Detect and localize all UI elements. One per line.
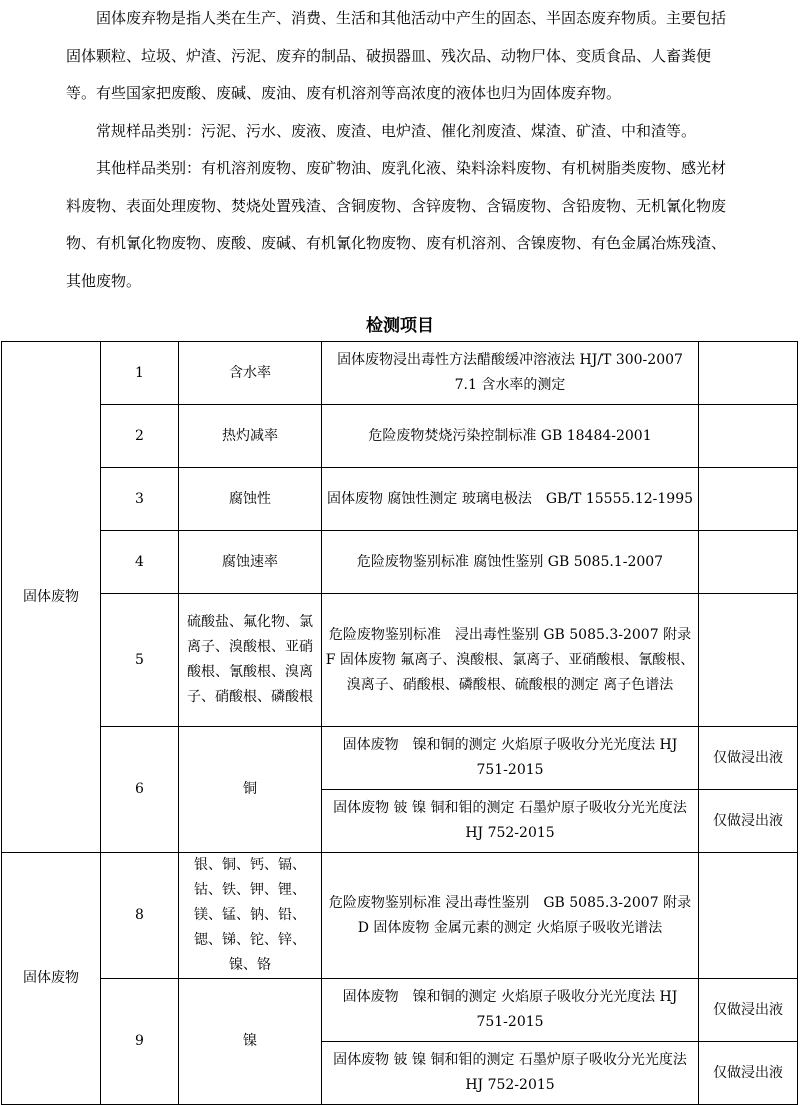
item-name: 铜	[179, 727, 322, 853]
remark: 仅做浸出液	[699, 979, 798, 1042]
category-cell: 固体废物	[2, 853, 101, 1105]
table-row	[2, 853, 798, 979]
method-standard: 固体废物 镍和铜的测定 火焰原子吸收分光光度法 HJ 751-2015	[322, 727, 699, 790]
table-row	[2, 342, 798, 405]
item-name: 腐蚀速率	[179, 531, 322, 594]
remark	[699, 405, 798, 468]
row-number: 5	[101, 594, 179, 727]
method-standard: 固体废物 腐蚀性测定 玻璃电极法 GB/T 15555.12-1995	[322, 468, 699, 531]
remark	[699, 594, 798, 727]
row-number: 8	[101, 853, 179, 979]
remark: 仅做浸出液	[699, 727, 798, 790]
method-standard: 固体废物浸出毒性方法醋酸缓冲溶液法 HJ/T 300-2007 7.1 含水率的测定	[322, 342, 699, 405]
intro-paragraph-other-samples: 其他样品类别：有机溶剂废物、废矿物油、废乳化液、染料涂料废物、有机树脂类废物、感光材料废物、表面处理废物、焚烧处置残渣、含铜废物、含锌废物、含镉废物、含铅废物、无机氰化物废物、有机氰化物废物、废酸、废碱、有机氰化物废物、废有机溶剂、含镍废物、有色金属冶炼残渣、其他废物。	[66, 159, 727, 290]
row-number: 1	[101, 342, 179, 405]
table-row	[2, 531, 798, 594]
method-standard: 危险废物鉴别标准 浸出毒性鉴别 GB 5085.3-2007 附录 D 固体废物 金属元素的测定 火焰原子吸收光谱法	[322, 853, 699, 979]
table-title: 检测项目	[366, 316, 434, 336]
row-number: 4	[101, 531, 179, 594]
test-items-table-1	[1, 341, 798, 853]
method-standard: 危险废物焚烧污染控制标准 GB 18484-2001	[322, 405, 699, 468]
test-items-table-2	[1, 852, 798, 1105]
item-name: 镍	[179, 979, 322, 1105]
category-cell: 固体废物	[2, 342, 101, 853]
method-standard: 危险废物鉴别标准 浸出毒性鉴别 GB 5085.3-2007 附录 F 固体废物 氟离子、溴酸根、氯离子、亚硝酸根、氰酸根、溴离子、硝酸根、磷酸根、硫酸根的测定 离子色谱法	[322, 594, 699, 727]
intro-text	[66, 0, 736, 300]
row-number: 3	[101, 468, 179, 531]
method-standard: 固体废物 铍 镍 铜和钼的测定 石墨炉原子吸收分光光度法 HJ 752-2015	[322, 1042, 699, 1105]
item-name: 硫酸盐、氟化物、氯离子、溴酸根、亚硝酸根、氰酸根、溴离子、硝酸根、磷酸根	[179, 594, 322, 727]
table-row	[2, 405, 798, 468]
item-name: 银、铜、钙、镉、钴、铁、钾、锂、镁、锰、钠、铅、锶、锑、铊、锌、镍、铬	[179, 853, 322, 979]
intro-paragraph-routine-samples: 常规样品类别：污泥、污水、废液、废渣、电炉渣、催化剂废渣、煤渣、矿渣、中和渣等。	[96, 121, 697, 140]
remark	[699, 468, 798, 531]
row-number: 6	[101, 727, 179, 853]
row-number: 2	[101, 405, 179, 468]
remark: 仅做浸出液	[699, 1042, 798, 1105]
method-standard: 固体废物 铍 镍 铜和钼的测定 石墨炉原子吸收分光光度法 HJ 752-2015	[322, 790, 699, 853]
table-row	[2, 594, 798, 727]
table-row	[2, 468, 798, 531]
item-name: 腐蚀性	[179, 468, 322, 531]
remark	[699, 531, 798, 594]
method-standard: 危险废物鉴别标准 腐蚀性鉴别 GB 5085.1-2007	[322, 531, 699, 594]
table-row	[2, 979, 798, 1042]
remark	[699, 853, 798, 979]
remark: 仅做浸出液	[699, 790, 798, 853]
method-standard: 固体废物 镍和铜的测定 火焰原子吸收分光光度法 HJ 751-2015	[322, 979, 699, 1042]
row-number: 9	[101, 979, 179, 1105]
item-name: 含水率	[179, 342, 322, 405]
table-row	[2, 727, 798, 790]
remark	[699, 342, 798, 405]
intro-paragraph-definition: 固体废弃物是指人类在生产、消费、生活和其他活动中产生的固态、半固态废弃物质。主要包括固体颗粒、垃圾、炉渣、污泥、废弃的制品、破损器皿、残次品、动物尸体、变质食品、人畜粪便等。有些国家把废酸、废碱、废油、废有机溶剂等高浓度的液体也归为固体废弃物。	[66, 9, 727, 102]
item-name: 热灼减率	[179, 405, 322, 468]
